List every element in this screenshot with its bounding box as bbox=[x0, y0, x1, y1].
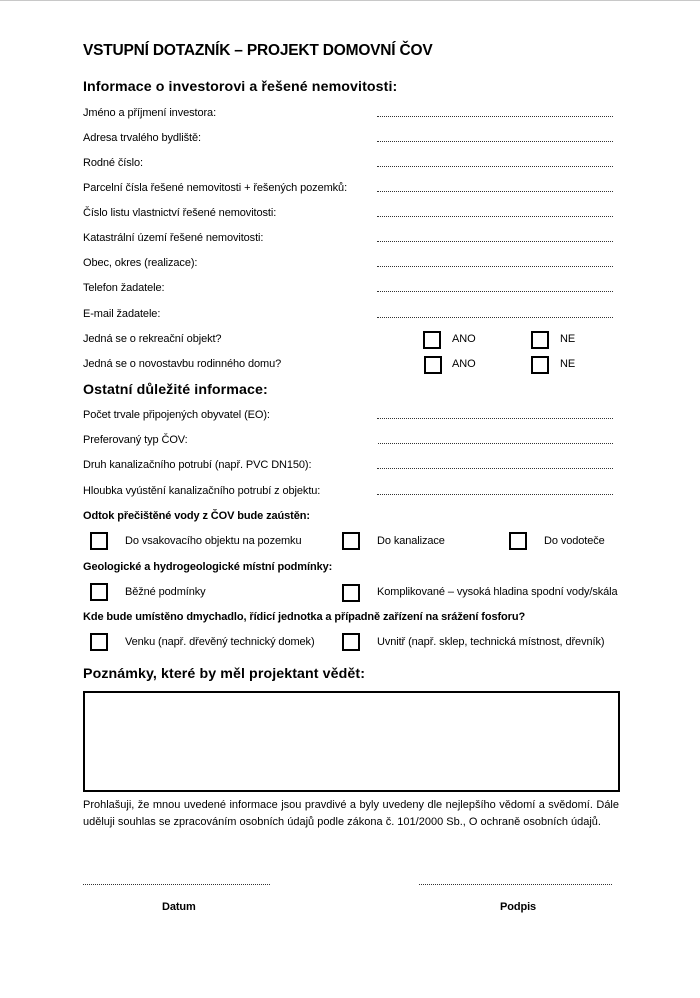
field-label-birth-number: Rodné číslo: bbox=[83, 157, 143, 169]
field-label-preferred-type: Preferovaný typ ČOV: bbox=[83, 434, 188, 446]
checkbox-recreational-yes[interactable] bbox=[423, 331, 441, 349]
option-label-blower-inside: Uvnitř (např. sklep, technická místnost, dřevník) bbox=[377, 636, 605, 648]
option-label-new-house-no: NE bbox=[560, 358, 576, 370]
field-label-pipe-type: Druh kanalizačního potrubí (např. PVC DN150): bbox=[83, 459, 312, 471]
page-title: VSTUPNÍ DOTAZNÍK – PROJEKT DOMOVNÍ ČOV bbox=[83, 42, 433, 59]
question-blower-location: Kde bude umístěno dmychadlo, řídicí jednotka a případně zařízení na srážení fosforu? bbox=[83, 611, 526, 623]
checkbox-outflow-soakaway[interactable] bbox=[90, 532, 108, 550]
field-input-name[interactable] bbox=[377, 116, 613, 117]
option-label-outflow-watercourse: Do vodoteče bbox=[544, 535, 605, 547]
checkbox-new-house-no[interactable] bbox=[531, 356, 549, 374]
checkbox-outflow-watercourse[interactable] bbox=[509, 532, 527, 550]
checkbox-blower-outside[interactable] bbox=[90, 633, 108, 651]
checkbox-outflow-sewer[interactable] bbox=[342, 532, 360, 550]
checkbox-geology-normal[interactable] bbox=[90, 583, 108, 601]
field-input-pipe-type[interactable] bbox=[377, 468, 613, 469]
field-label-municipality: Obec, okres (realizace): bbox=[83, 257, 198, 269]
field-label-ownership-sheet: Číslo listu vlastnictví řešené nemovitosti: bbox=[83, 207, 277, 219]
option-label-outflow-sewer: Do kanalizace bbox=[377, 535, 445, 547]
option-label-recreational-yes: ANO bbox=[452, 333, 476, 345]
signature-line[interactable] bbox=[419, 884, 612, 885]
option-label-new-house-yes: ANO bbox=[452, 358, 476, 370]
checkbox-geology-complicated[interactable] bbox=[342, 584, 360, 602]
field-label-email: E-mail žadatele: bbox=[83, 308, 161, 320]
field-input-email[interactable] bbox=[377, 317, 613, 318]
declaration-text: Prohlašuji, že mnou uvedené informace jsou pravdivé a byly uvedeny dle nejlepšího vědomí a svědomí. Dále uděluji souhlas se zpracováním osobních údajů podle zákona č. 101/2000 Sb., O ochraně osobních údajů. bbox=[83, 799, 619, 828]
option-label-geology-normal: Běžné podmínky bbox=[125, 586, 206, 598]
field-label-cadastral-area: Katastrální území řešené nemovitosti: bbox=[83, 232, 264, 244]
option-label-recreational-no: NE bbox=[560, 333, 576, 345]
section-heading-other-info: Ostatní důležité informace: bbox=[83, 382, 268, 398]
page-top-border bbox=[0, 0, 700, 1]
field-input-parcel-numbers[interactable] bbox=[377, 191, 613, 192]
field-label-phone: Telefon žadatele: bbox=[83, 282, 165, 294]
checkbox-blower-inside[interactable] bbox=[342, 633, 360, 651]
field-input-cadastral-area[interactable] bbox=[377, 241, 613, 242]
field-input-preferred-type[interactable] bbox=[378, 443, 613, 444]
notes-textarea[interactable] bbox=[83, 691, 620, 792]
field-label-parcel-numbers: Parcelní čísla řešené nemovitosti + řešených pozemků: bbox=[83, 182, 348, 194]
section-heading-investor: Informace o investorovi a řešené nemovitosti: bbox=[83, 79, 398, 95]
date-line[interactable] bbox=[83, 884, 270, 885]
checkbox-new-house-yes[interactable] bbox=[424, 356, 442, 374]
question-recreational: Jedná se o rekreační objekt? bbox=[83, 333, 222, 345]
field-input-phone[interactable] bbox=[377, 291, 613, 292]
question-geology: Geologické a hydrogeologické místní podmínky: bbox=[83, 561, 333, 573]
field-input-residents[interactable] bbox=[377, 418, 613, 419]
field-input-pipe-depth[interactable] bbox=[377, 494, 613, 495]
field-label-address: Adresa trvalého bydliště: bbox=[83, 132, 201, 144]
signature-label: Podpis bbox=[500, 901, 537, 913]
field-input-municipality[interactable] bbox=[377, 266, 613, 267]
field-label-residents: Počet trvale připojených obyvatel (EO): bbox=[83, 409, 270, 421]
option-label-geology-complicated: Komplikované – vysoká hladina spodní vody/skála bbox=[377, 586, 618, 598]
date-label: Datum bbox=[162, 901, 196, 913]
field-label-name: Jméno a příjmení investora: bbox=[83, 107, 217, 119]
checkbox-recreational-no[interactable] bbox=[531, 331, 549, 349]
option-label-outflow-soakaway: Do vsakovacího objektu na pozemku bbox=[125, 535, 302, 547]
question-new-house: Jedná se o novostavbu rodinného domu? bbox=[83, 358, 282, 370]
field-input-ownership-sheet[interactable] bbox=[377, 216, 613, 217]
section-heading-notes: Poznámky, které by měl projektant vědět: bbox=[83, 666, 366, 682]
field-input-address[interactable] bbox=[377, 141, 613, 142]
field-input-birth-number[interactable] bbox=[377, 166, 613, 167]
option-label-blower-outside: Venku (např. dřevěný technický domek) bbox=[125, 636, 315, 648]
field-label-pipe-depth: Hloubka vyústění kanalizačního potrubí z objektu: bbox=[83, 485, 321, 497]
question-outflow: Odtok přečištěné vody z ČOV bude zaústěn: bbox=[83, 510, 310, 522]
